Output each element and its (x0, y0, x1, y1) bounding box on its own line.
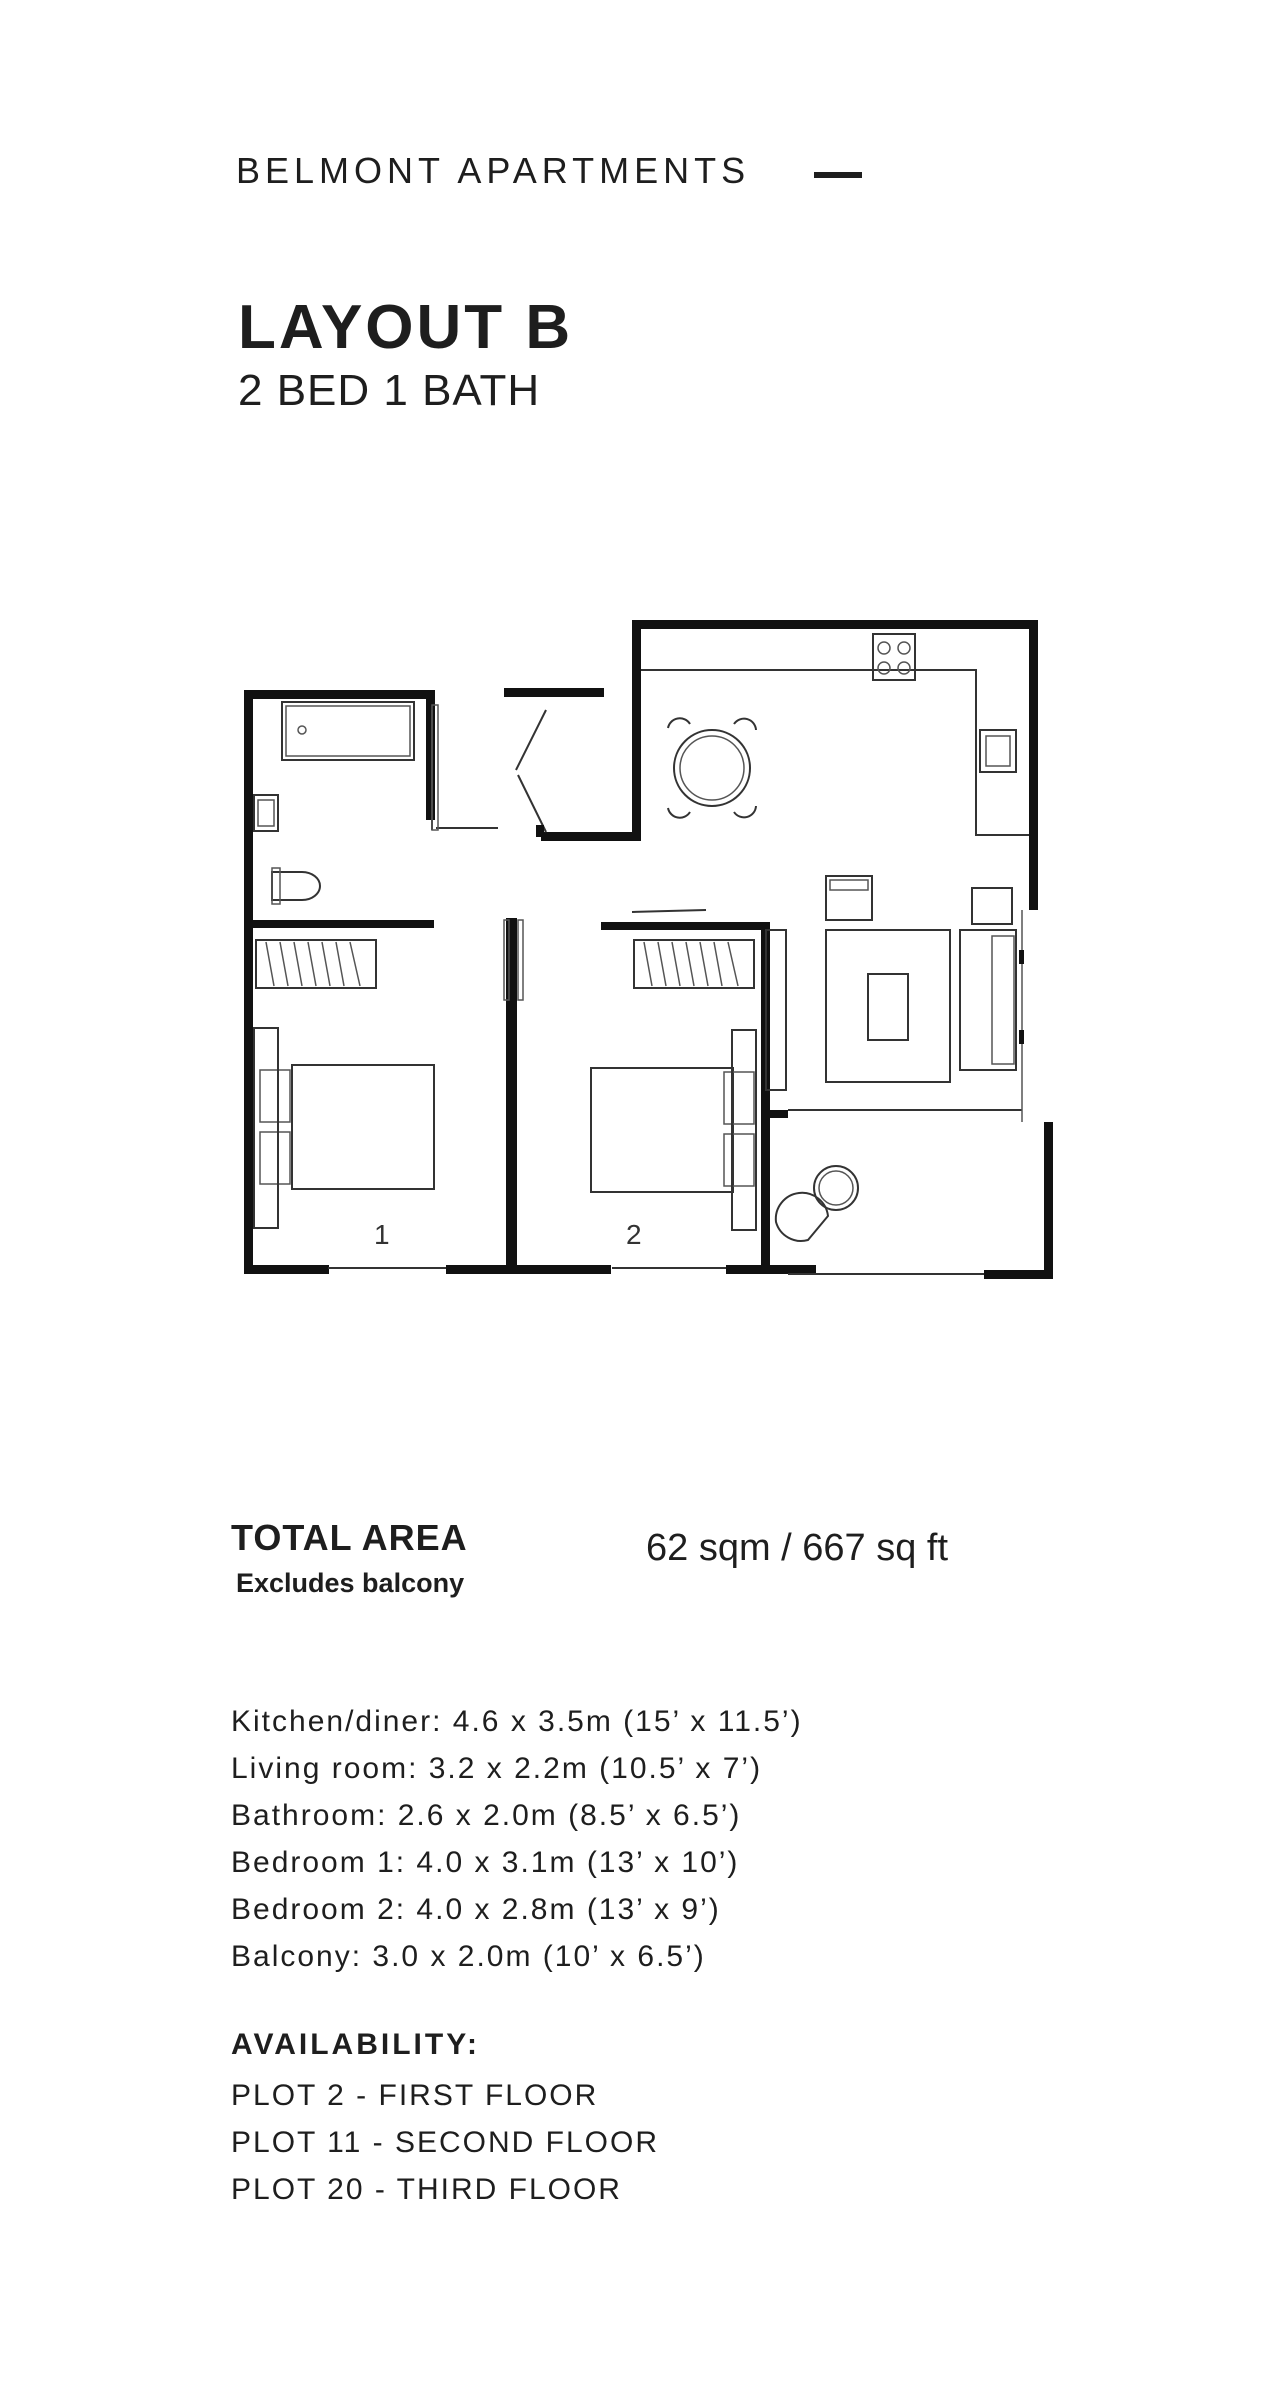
bedroom-2-label: 2 (626, 1219, 642, 1250)
bedroom-2 (591, 910, 756, 1268)
bedroom-1-label: 1 (374, 1219, 390, 1250)
total-area-label: TOTAL AREA (231, 1517, 468, 1558)
room-dimension-item: Kitchen/diner: 4.6 x 3.5m (15’ x 11.5’) (231, 1705, 803, 1738)
plot-item: PLOT 2 - FIRST FLOOR (231, 2079, 599, 2112)
dining-table (668, 718, 756, 817)
brand-name: BELMONT APARTMENTS (236, 150, 751, 191)
bedroom-1 (254, 920, 523, 1268)
bathroom-fixtures (254, 702, 498, 904)
room-dimension-item: Bedroom 2: 4.0 x 2.8m (13’ x 9’) (231, 1893, 721, 1926)
living-room (766, 876, 1024, 1122)
layout-title: LAYOUT B (238, 293, 574, 362)
kitchen (641, 634, 1029, 835)
room-dimension-item: Bedroom 1: 4.0 x 3.1m (13’ x 10’) (231, 1846, 740, 1879)
total-area-value: 62 sqm / 667 sq ft (646, 1527, 949, 1569)
room-dimension-item: Bathroom: 2.6 x 2.0m (8.5’ x 6.5’) (231, 1799, 742, 1832)
floor-plan (236, 610, 1056, 1300)
layout-subtitle: 2 BED 1 BATH (238, 366, 541, 415)
room-dimension-item: Living room: 3.2 x 2.2m (10.5’ x 7’) (231, 1752, 763, 1785)
balcony (776, 1166, 984, 1274)
availability-list (231, 2072, 659, 2213)
entry-doors (516, 710, 546, 837)
availability-title: AVAILABILITY: (231, 2028, 480, 2061)
plot-item: PLOT 20 - THIRD FLOOR (231, 2173, 622, 2206)
total-area-note: Excludes balcony (236, 1568, 465, 1598)
walls (244, 620, 1053, 1279)
brand-dash (814, 172, 862, 178)
plot-item: PLOT 11 - SECOND FLOOR (231, 2126, 659, 2159)
room-dimension-item: Balcony: 3.0 x 2.0m (10’ x 6.5’) (231, 1940, 706, 1973)
room-dimensions-list (231, 1698, 803, 1980)
